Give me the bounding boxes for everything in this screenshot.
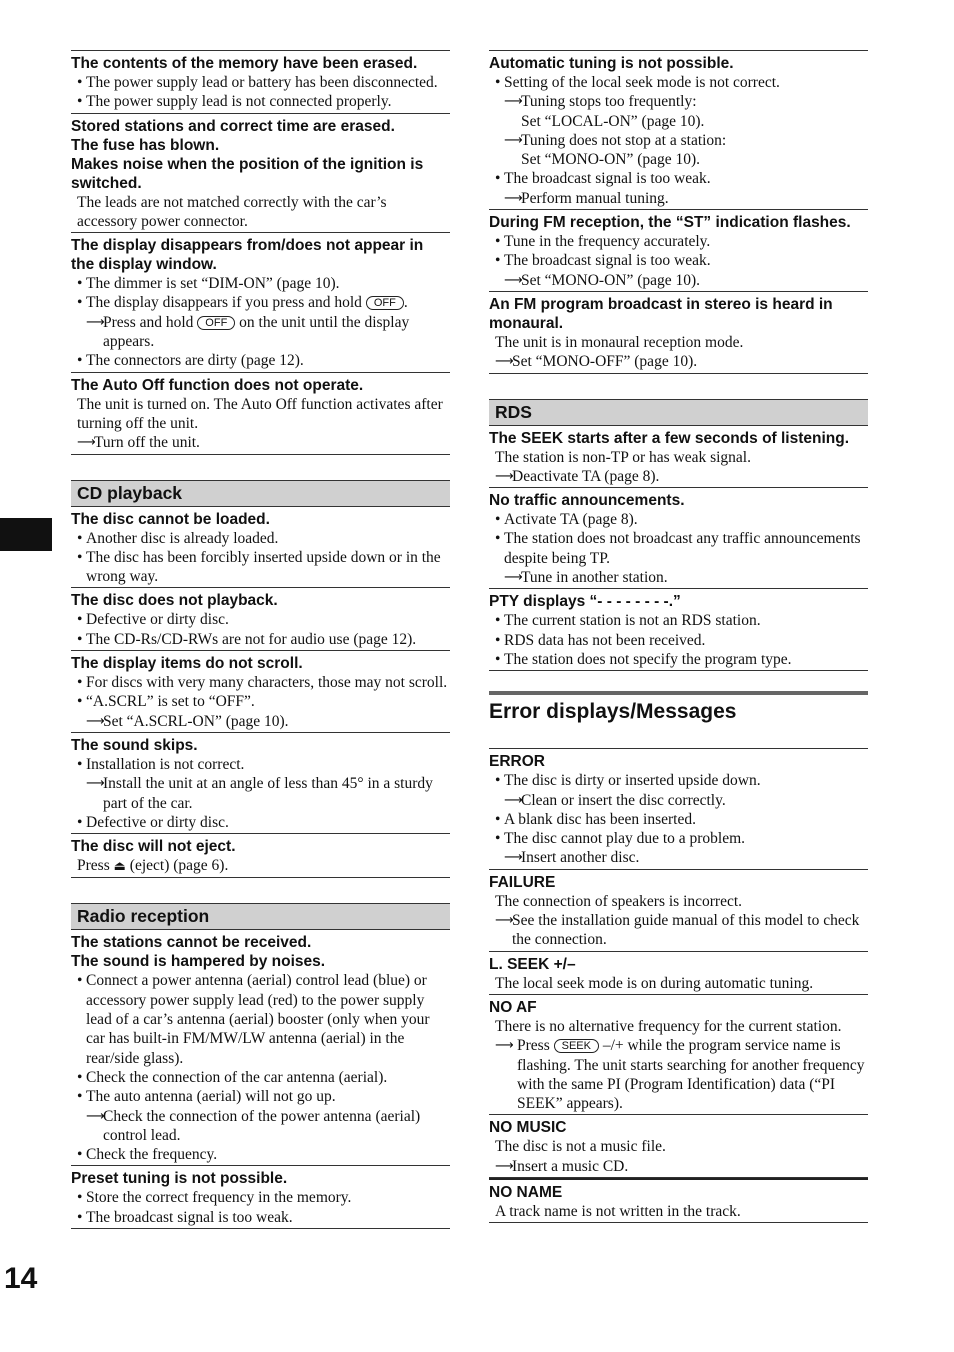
entry-body: The local seek mode is on during automatic tuning. bbox=[495, 974, 814, 992]
entry-stations-not-received bbox=[71, 930, 450, 1166]
entry-body: The disc is not a music file. bbox=[495, 1138, 666, 1156]
arrow-icon: ⟶ bbox=[77, 435, 96, 451]
entry-body: The unit is in monaural reception mode. bbox=[495, 333, 744, 351]
eject-icon: ⏏ bbox=[113, 859, 126, 875]
entry-l-seek bbox=[489, 952, 868, 995]
arrow-subtext: Set “MONO-ON” (page 10). bbox=[521, 151, 701, 169]
arrow-text: Deactivate TA (page 8). bbox=[512, 467, 660, 485]
arrow-icon: ⟶ bbox=[504, 132, 523, 148]
arrow-item bbox=[77, 313, 450, 352]
arrow-item bbox=[77, 1107, 450, 1146]
entry-error bbox=[489, 749, 868, 869]
arrow-text: Clean or insert the disc correctly. bbox=[521, 791, 726, 809]
off-button-label: OFF bbox=[366, 296, 404, 310]
arrow-text: Tuning stops too frequently: bbox=[521, 93, 697, 111]
entry-failure bbox=[489, 870, 868, 952]
right-column bbox=[489, 50, 868, 1223]
entry-title: NO NAME bbox=[489, 1183, 563, 1201]
arrow-text: Check the connection of the power antenna (aerial) control lead. bbox=[103, 1107, 421, 1144]
arrow-icon: ⟶ bbox=[86, 776, 105, 792]
arrow-text: Perform manual tuning. bbox=[521, 189, 669, 207]
bullet: • The power supply lead is not connected properly. bbox=[77, 92, 450, 111]
section-header-rds: RDS bbox=[489, 399, 868, 426]
off-button-label: OFF bbox=[197, 316, 235, 330]
entry-sound-skips bbox=[71, 733, 450, 834]
entry-title: The stations cannot be received. bbox=[71, 934, 312, 952]
entry-title: An FM program broadcast in stereo is heard in monaural. bbox=[489, 295, 833, 332]
arrow-icon: ⟶ bbox=[504, 792, 523, 808]
bullet-text: The display disappears if you press and hold bbox=[86, 294, 362, 312]
entry-body: (eject) (page 6). bbox=[129, 857, 229, 875]
arrow-item bbox=[495, 271, 868, 290]
entry-title: L. SEEK +/– bbox=[489, 955, 576, 973]
entry-body: There is no alternative frequency for the current station. bbox=[495, 1017, 842, 1035]
section-header-cd-playback: CD playback bbox=[71, 480, 450, 507]
bullet: • For discs with very many characters, those may not scroll. bbox=[77, 673, 450, 692]
entry-title: The sound is hampered by noises. bbox=[71, 953, 326, 971]
arrow-text: Insert a music CD. bbox=[512, 1157, 629, 1175]
bullet: • The CD-Rs/CD-RWs are not for audio use (page 12). bbox=[77, 630, 450, 649]
entry-title: The fuse has blown. bbox=[71, 136, 220, 154]
arrow-icon: ⟶ bbox=[86, 713, 105, 729]
bullet: • The connectors are dirty (page 12). bbox=[77, 351, 450, 370]
arrow-text: Press and hold bbox=[103, 313, 194, 331]
entry-title: FAILURE bbox=[489, 873, 556, 891]
bullet: • Another disc is already loaded. bbox=[77, 529, 450, 548]
bullet: • A blank disc has been inserted. bbox=[495, 810, 868, 829]
bullet: • The disc has been forcibly inserted upside down or in the wrong way. bbox=[77, 548, 450, 587]
page-number: 14 bbox=[4, 1262, 38, 1295]
arrow-icon: ⟶ bbox=[504, 272, 523, 288]
entry-title: The sound skips. bbox=[71, 736, 198, 754]
entry-title: Makes noise when the position of the ignition is switched. bbox=[71, 155, 424, 192]
arrow-item bbox=[77, 774, 450, 813]
entry-title: During FM reception, the “ST” indication flashes. bbox=[489, 214, 851, 232]
arrow-icon: ⟶ bbox=[504, 850, 523, 866]
seek-button-label: SEEK bbox=[554, 1039, 599, 1053]
bullet: • The current station is not an RDS station. bbox=[495, 611, 868, 630]
bullet: • RDS data has not been received. bbox=[495, 631, 868, 650]
arrow-item bbox=[495, 848, 868, 867]
entry-no-name bbox=[489, 1178, 868, 1223]
arrow-icon: ⟶ bbox=[495, 913, 514, 929]
bullet: • The broadcast signal is too weak. bbox=[495, 251, 868, 270]
arrow-icon: ⟶ bbox=[495, 1158, 514, 1174]
entry-disc-not-playback bbox=[71, 588, 450, 651]
entry-stored-stations bbox=[71, 114, 450, 234]
arrow-icon: ⟶ bbox=[86, 1108, 105, 1124]
arrow-item bbox=[495, 352, 868, 371]
arrow-text: Set “MONO-ON” (page 10). bbox=[521, 271, 701, 289]
entry-body: The station is non-TP or has weak signal. bbox=[495, 448, 751, 466]
entry-display-disappears bbox=[71, 233, 450, 372]
entry-no-traffic bbox=[489, 488, 868, 589]
bullet: • Connect a power antenna (aerial) control lead (blue) or accessory power supply lead (red) to the power supply lead of a car’s antenna (aerial) booster (only when your car has built-in FM/MW/LW antenna (aerial) in the rear/side glass). bbox=[77, 971, 450, 1067]
bullet: • The station does not broadcast any traffic announcements despite being TP. bbox=[495, 529, 868, 568]
arrow-text: Set “A.SCRL-ON” (page 10). bbox=[103, 712, 289, 730]
entry-title: Stored stations and correct time are erased. bbox=[71, 117, 395, 135]
arrow-text: Insert another disc. bbox=[521, 849, 640, 867]
entry-seek-starts bbox=[489, 426, 868, 489]
bullet: • Store the correct frequency in the memory. bbox=[77, 1188, 450, 1207]
bullet: • Check the frequency. bbox=[77, 1145, 450, 1164]
entry-auto-off bbox=[71, 373, 450, 455]
arrow-text: See the installation guide manual of this model to check the connection. bbox=[512, 912, 860, 949]
bullet: • The power supply lead or battery has been disconnected. bbox=[77, 73, 450, 92]
arrow-item bbox=[495, 568, 868, 587]
arrow-icon: ⟶ bbox=[495, 468, 514, 484]
entry-disc-not-eject bbox=[71, 834, 450, 878]
arrow-item bbox=[495, 791, 868, 810]
error-displays-heading: Error displays/Messages bbox=[489, 700, 737, 724]
entry-title: Automatic tuning is not possible. bbox=[489, 55, 734, 72]
entry-title: The SEEK starts after a few seconds of listening. bbox=[489, 429, 850, 447]
entry-title: The display items do not scroll. bbox=[71, 655, 303, 673]
entry-title: NO AF bbox=[489, 998, 537, 1016]
entry-title: The disc does not playback. bbox=[71, 592, 278, 610]
arrow-icon: ⟶ bbox=[504, 570, 523, 586]
entry-st-flashes bbox=[489, 210, 868, 292]
bullet: • Defective or dirty disc. bbox=[77, 813, 450, 832]
left-column bbox=[71, 50, 450, 1229]
arrow-text: Turn off the unit. bbox=[94, 434, 200, 452]
entry-title: NO MUSIC bbox=[489, 1119, 567, 1137]
arrow-text: –/+ while the program service name is flashing. The unit starts searching for another frequency with the same PI (Program Identification) data (“PI SEEK” appears). bbox=[517, 1037, 865, 1113]
arrow-icon: ⟶ bbox=[86, 314, 105, 330]
entry-title: The disc will not eject. bbox=[71, 838, 236, 856]
bullet: • The disc cannot play due to a problem. bbox=[495, 829, 868, 848]
entry-title: The display disappears from/does not appear in the display window. bbox=[71, 237, 424, 274]
bullet: • Setting of the local seek mode is not correct. bbox=[495, 73, 868, 92]
entry-title: PTY displays “- - - - - - - -.” bbox=[489, 593, 681, 611]
entry-preset-tuning bbox=[71, 1166, 450, 1229]
section-header-radio-reception: Radio reception bbox=[71, 903, 450, 930]
entry-pty bbox=[489, 589, 868, 671]
arrow-item bbox=[495, 467, 868, 486]
arrow-icon: ⟶ bbox=[495, 354, 514, 370]
bullet: • The dimmer is set “DIM-ON” (page 10). bbox=[77, 274, 450, 293]
entry-title: The disc cannot be loaded. bbox=[71, 510, 270, 528]
arrow-text: Tuning does not stop at a station: bbox=[521, 131, 727, 149]
entry-title: The contents of the memory have been erased. bbox=[71, 55, 418, 72]
entry-disc-not-loaded bbox=[71, 507, 450, 589]
bullet bbox=[77, 293, 450, 312]
entry-title: Preset tuning is not possible. bbox=[71, 1170, 288, 1188]
bullet: • Installation is not correct. bbox=[77, 755, 450, 774]
entry-body: The leads are not matched correctly with the car’s accessory power connector. bbox=[77, 193, 387, 230]
entry-auto-tuning bbox=[489, 50, 868, 210]
arrow-item bbox=[495, 92, 868, 111]
arrow-text: Install the unit at an angle of less than 45° in a sturdy part of the car. bbox=[103, 775, 433, 812]
bullet: • The station does not specify the program type. bbox=[495, 650, 868, 669]
bullet: • The broadcast signal is too weak. bbox=[495, 169, 868, 188]
bullet: • The auto antenna (aerial) will not go up. bbox=[77, 1087, 450, 1106]
arrow-text: Tune in another station. bbox=[521, 569, 668, 587]
entry-memory-erased bbox=[71, 50, 450, 114]
entry-title: ERROR bbox=[489, 753, 545, 771]
bullet: • “A.SCRL” is set to “OFF”. bbox=[77, 692, 450, 711]
arrow-item bbox=[495, 911, 868, 950]
bullet: • Activate TA (page 8). bbox=[495, 510, 868, 529]
bullet: • Check the connection of the car antenna (aerial). bbox=[77, 1068, 450, 1087]
entry-stereo-monaural bbox=[489, 292, 868, 374]
entry-body: Press bbox=[77, 857, 110, 875]
bullet: • The disc is dirty or inserted upside down. bbox=[495, 771, 868, 790]
entry-title: The Auto Off function does not operate. bbox=[71, 376, 364, 394]
bullet-text: . bbox=[403, 294, 408, 312]
entry-title: No traffic announcements. bbox=[489, 492, 685, 510]
entry-body: A track name is not written in the track. bbox=[495, 1202, 741, 1220]
entry-no-scroll bbox=[71, 651, 450, 733]
entry-body: The connection of speakers is incorrect. bbox=[495, 892, 743, 910]
arrow-text: Press bbox=[517, 1037, 550, 1055]
section-tab-marker bbox=[0, 518, 52, 551]
entry-no-af bbox=[489, 995, 868, 1115]
bullet: • The broadcast signal is too weak. bbox=[77, 1208, 450, 1227]
entry-body: The unit is turned on. The Auto Off function activates after turning off the unit. bbox=[77, 395, 443, 432]
entry-no-music bbox=[489, 1115, 868, 1178]
bullet: • Defective or dirty disc. bbox=[77, 610, 450, 629]
arrow-item bbox=[495, 189, 868, 208]
arrow-item bbox=[77, 712, 450, 731]
arrow-text: on the unit until the display appears. bbox=[103, 313, 410, 351]
arrow-item bbox=[495, 1157, 868, 1176]
bullet: • Tune in the frequency accurately. bbox=[495, 232, 868, 251]
arrow-item bbox=[495, 1036, 868, 1113]
arrow-subtext: Set “LOCAL-ON” (page 10). bbox=[521, 112, 705, 130]
arrow-icon: ⟶ bbox=[495, 1038, 514, 1054]
arrow-text: Set “MONO-OFF” (page 10). bbox=[512, 353, 698, 371]
arrow-icon: ⟶ bbox=[504, 94, 523, 110]
arrow-item bbox=[77, 433, 450, 452]
arrow-item bbox=[495, 131, 868, 150]
arrow-icon: ⟶ bbox=[504, 190, 523, 206]
